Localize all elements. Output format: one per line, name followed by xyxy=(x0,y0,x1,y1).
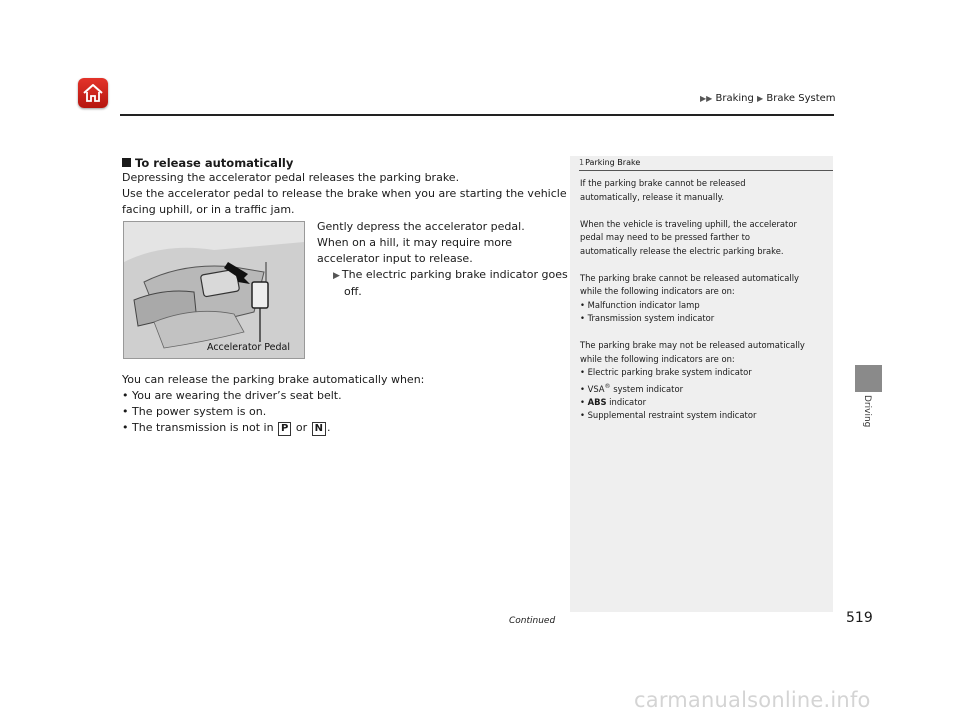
figure-caption: Accelerator Pedal xyxy=(207,342,291,353)
note-rule xyxy=(579,170,833,171)
accelerator-pedal-figure xyxy=(123,221,305,359)
list-item: • Electric parking brake system indicator xyxy=(580,367,752,377)
breadcrumb-item[interactable]: Braking xyxy=(715,93,754,104)
list-item: • Malfunction indicator lamp xyxy=(580,299,700,310)
conditions-intro: You can release the parking brake automatically when: xyxy=(122,373,425,386)
note-title[interactable]: 1Parking Brake xyxy=(579,158,641,167)
result-arrow-icon: ▶ xyxy=(333,271,340,281)
list-item: • You are wearing the driver’s seat belt. xyxy=(122,389,342,402)
watermark: carmanualsonline.info xyxy=(634,688,871,712)
continued-label: Continued xyxy=(509,616,556,626)
chapter-tab-marker xyxy=(855,365,882,392)
section-square-icon xyxy=(122,158,131,167)
list-item: • The power system is on. xyxy=(122,405,267,418)
breadcrumb-arrow-icon: ▶ xyxy=(757,94,764,103)
list-item: • Supplemental restraint system indicator xyxy=(580,410,757,421)
gear-p-indicator: P xyxy=(278,422,291,436)
gear-n-indicator: N xyxy=(312,422,326,436)
list-item: • The transmission is not in P or N . xyxy=(122,421,331,434)
chapter-tab-label[interactable]: Driving xyxy=(862,395,872,428)
pedal-illustration xyxy=(124,222,304,358)
breadcrumb-item[interactable]: Brake System xyxy=(766,93,836,104)
list-item: • VSA® system indicator xyxy=(580,382,684,394)
intro-paragraph: Depressing the accelerator pedal releases the parking brake. Use the accelerator pedal to release the brake when you are starting the vehicle facing uphill, or in a traffic jam. xyxy=(122,171,567,216)
instruction-paragraph: Gently depress the accelerator pedal. When on a hill, it may require more accelerator input to release. xyxy=(317,220,525,265)
list-item: • Transmission system indicator xyxy=(580,313,715,323)
section-heading: To release automatically xyxy=(122,156,293,170)
breadcrumb-arrow-icon: ▶▶ xyxy=(700,94,713,103)
conditions-list xyxy=(122,388,342,436)
home-button[interactable] xyxy=(78,78,108,108)
header-rule xyxy=(120,114,834,116)
breadcrumb xyxy=(700,93,836,104)
page-number: 519 xyxy=(846,610,873,626)
list-item: • ABS indicator xyxy=(580,396,647,407)
result-paragraph: ▶ The electric parking brake indicator goes off. xyxy=(333,268,568,298)
note-body: If the parking brake cannot be released automatically, release it manually. When the vehicle is traveling uphill, the accelerator pedal may need to be pressed farther to automatically release the electric parking brake. The parking brake cannot be released automatically while the following indicators are on: • Malfunction indicator lamp • Transmission system indicator The parking brake may not be released automatically while the following indicators are on: • Electric parking brake system indicator • VSA® system indicator • ABS indicator • Supplemental restraint system indicator xyxy=(580,177,830,436)
home-icon xyxy=(82,83,104,103)
